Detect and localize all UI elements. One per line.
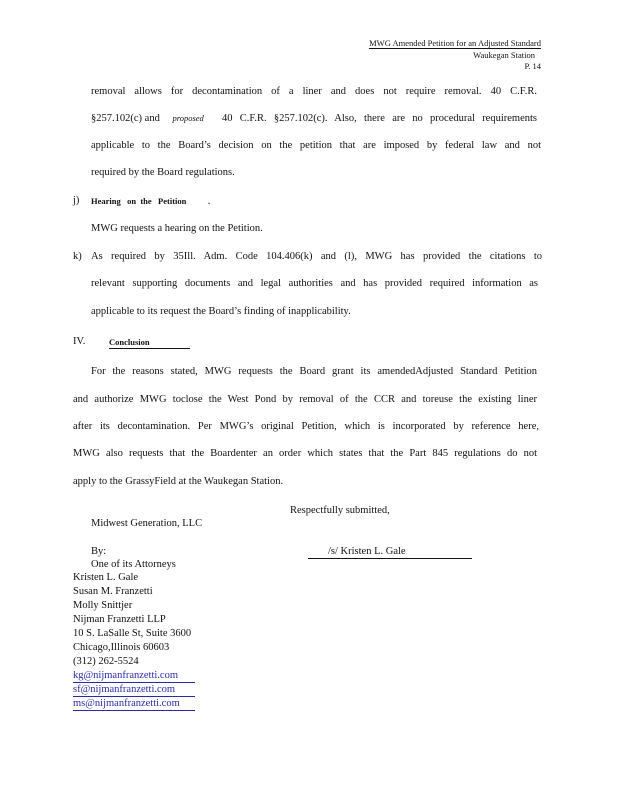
section-marker-iv: IV. [73, 336, 86, 347]
section-marker-j: j) [73, 195, 80, 206]
attorney-name: Susan M. Franzetti [73, 586, 153, 597]
body-line: relevant supporting documents and legal authorities and has provided required information as [91, 278, 538, 289]
body-line: removal allows for decontamination of a liner and does not require removal. 40 C.F.R. [91, 86, 537, 97]
firm-city: Chicago,Illinois 60603 [73, 642, 170, 653]
italic-proposed: proposed [172, 113, 204, 123]
body-line: As required by 35Ill. Adm. Code 104.406(k) and (l), MWG has provided the citations to [91, 251, 542, 262]
firm-street: 10 S. LaSalle St, Suite 3600 [73, 628, 192, 639]
email-link-kg[interactable]: kg@nijmanfranzetti.com [73, 669, 195, 683]
body-line: For the reasons stated, MWG requests the Board grant its amendedAdjusted Standard Petition [91, 366, 537, 377]
email-link-ms[interactable]: ms@nijmanfranzetti.com [73, 697, 195, 711]
email-row [73, 683, 195, 697]
section-heading-tail: . [208, 196, 211, 206]
firm-phone: (312) 262-5524 [73, 656, 139, 667]
by-label: By: [91, 546, 107, 557]
section-heading-hearing: Hearing on the Petition [91, 196, 187, 206]
attorney-role: One of its Attorneys [91, 559, 176, 570]
section-heading-conclusion: Conclusion [109, 337, 190, 349]
body-line: applicable to its request the Board’s finding of inapplicability. [91, 306, 351, 317]
body-line: MWG requests a hearing on the Petition. [91, 223, 263, 234]
firm-name: Nijman Franzetti LLP [73, 614, 166, 625]
email-link-sf[interactable]: sf@nijmanfranzetti.com [73, 683, 195, 697]
body-line: and authorize MWG toclose the West Pond by removal of the CCR and toreuse the existing liner [73, 394, 537, 405]
company-name: Midwest Generation, LLC [91, 518, 203, 529]
running-header-title: MWG Amended Petition for an Adjusted Standard [369, 38, 541, 48]
email-row [73, 669, 195, 683]
body-line: after its decontamination. Per MWG’s original Petition, which is incorporated by reference here, [73, 421, 539, 432]
closing-text: Respectfully submitted, [290, 505, 390, 516]
running-header-station: Waukegan Station [473, 50, 535, 60]
body-line: MWG also requests that the Boardenter an order which states that the Part 845 regulations do not [73, 448, 537, 459]
attorney-name: Molly Snittjer [73, 600, 133, 611]
body-line: required by the Board regulations. [91, 167, 235, 178]
attorney-name: Kristen L. Gale [73, 572, 139, 583]
body-line: applicable to the Board’s decision on the petition that are imposed by federal law and not [91, 140, 541, 151]
signature-line: /s/ Kristen L. Gale [308, 545, 472, 559]
email-row [73, 697, 195, 711]
page-number: P. 14 [524, 61, 541, 71]
body-line [91, 112, 204, 125]
citation-text: §257.102(c) and [91, 113, 160, 124]
section-marker-k: k) [73, 251, 82, 262]
body-line: apply to the GrassyField at the Waukegan Station. [73, 476, 284, 487]
body-line: 40 C.F.R. §257.102(c). Also, there are no procedural requirements [222, 113, 537, 124]
